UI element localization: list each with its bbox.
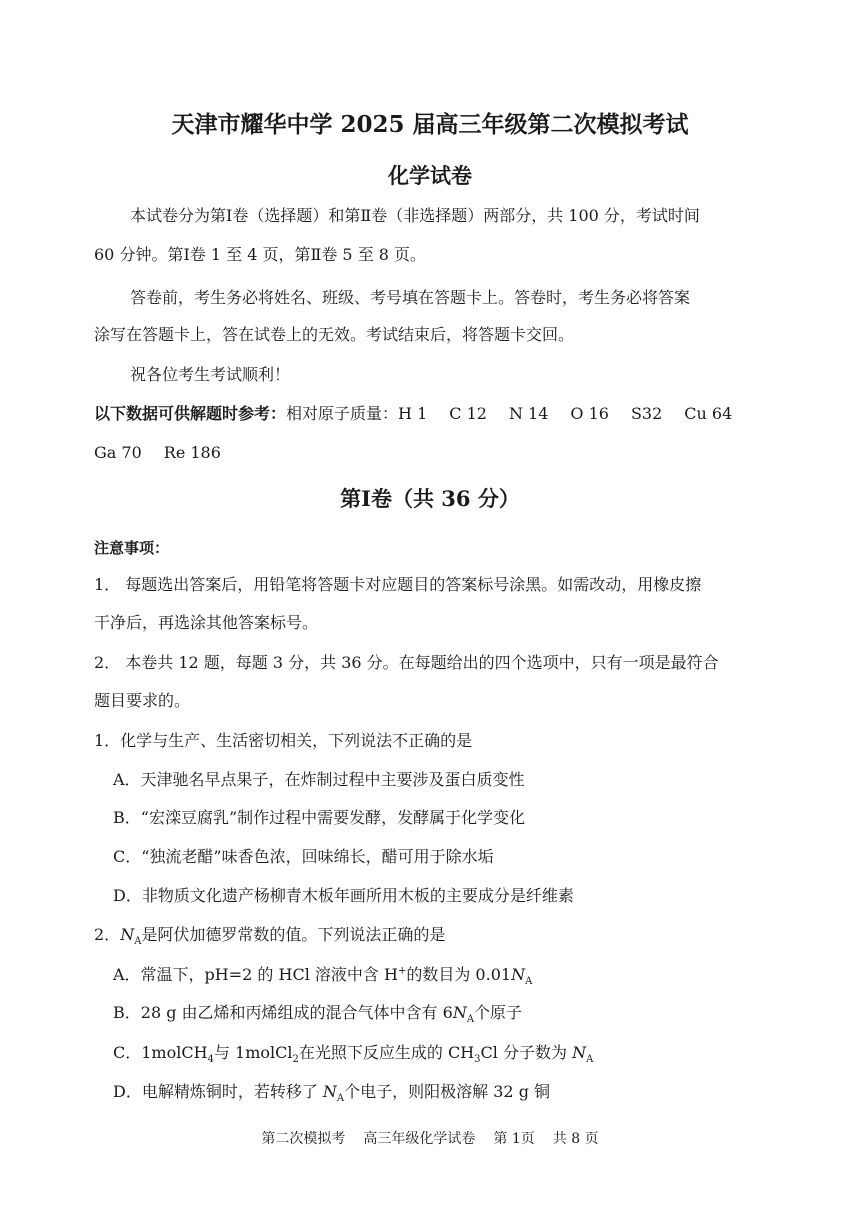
question-1-option-b: B．“宏滦豆腐乳”制作过程中需要发酵，发酵属于化学变化 [113, 808, 526, 827]
page-footer [0, 1128, 860, 1148]
element-mass: C 12 [449, 404, 487, 423]
footer-paper-name: 高三年级化学试卷 [363, 1131, 476, 1147]
element-mass: O 16 [570, 404, 609, 423]
good-luck-text: 祝各位考生考试顺利！ [130, 365, 291, 384]
intro-paragraph-2-line-1: 答卷前，考生务必将姓名、班级、考号填在答题卡上。答卷时，考生务必将答案 [130, 288, 691, 307]
exam-title: 天津市耀华中学 2025 届高三年级第二次模拟考试 [171, 111, 689, 138]
question-1-option-d: D．非物质文化遗产杨柳青木板年画所用木板的主要成分是纤维素 [113, 886, 574, 905]
question-2-option-c: C．1molCH$_4$与 1molCl$_2$在光照下反应生成的 $CH_3Cl$ 分子数为 $N_A$ [113, 1043, 594, 1066]
question-2-option-b: B．28 g 由乙烯和丙烯组成的混合气体中含有 $6N_A$个原子 [113, 1003, 523, 1026]
reference-text: 相对原子质量： [286, 404, 399, 423]
element-mass: S32 [630, 404, 663, 423]
element-mass: Re 186 [163, 443, 221, 462]
note-2-line-1: 2． 本卷共 12 题，每题 3 分，共 36 分。在每题给出的四个选项中，只有一项是最符合 [94, 653, 719, 672]
question-1-stem: 1．化学与生产、生活密切相关，下列说法不正确的是 [94, 731, 473, 750]
question-2-option-a: A．常温下，pH=2 的 HCl 溶液中含 H+的数目为 $0.01N_A$ [113, 965, 533, 988]
reference-data-line-2 [94, 443, 243, 463]
note-1-line-2: 干净后，再选涂其他答案标号。 [94, 613, 319, 632]
question-2-option-d: D．电解精炼铜时，若转移了 $N_A$个电子，则阳极溶解 32 g 铜 [113, 1082, 551, 1105]
element-mass: H 1 [398, 404, 428, 423]
intro-paragraph-2-line-2: 涂写在答题卡上，答在试卷上的无效。考试结束后，将答题卡交回。 [94, 325, 575, 344]
paper-title: 化学试卷 [388, 163, 472, 188]
note-1-line-1: 1． 每题选出答案后，用铅笔将答题卡对应题目的答案标号涂黑。如需改动，用橡皮擦 [94, 575, 702, 594]
question-1-option-a: A．天津驰名早点果子，在炸制过程中主要涉及蛋白质变性 [113, 770, 525, 789]
intro-paragraph-1-line-1: 本试卷分为第Ⅰ卷（选择题）和第Ⅱ卷（非选择题）两部分，共 100 分，考试时间 [130, 206, 700, 225]
footer-page-total: 共 8 页 [552, 1131, 599, 1147]
footer-page-number: 第 1页 [493, 1131, 535, 1147]
notes-label: 注意事项： [94, 539, 170, 557]
note-2-line-2: 题目要求的。 [94, 691, 191, 710]
question-1-option-c: C．“独流老醋”味香色浓，回味绵长，醋可用于除水垢 [113, 847, 494, 866]
element-mass: N 14 [508, 404, 549, 423]
reference-data-line [94, 404, 754, 424]
reference-label: 以下数据可供解题时参考： [94, 404, 287, 423]
footer-exam-name: 第二次模拟考 [261, 1131, 346, 1147]
element-mass: Ga 70 [94, 443, 142, 462]
intro-paragraph-1-line-2: 60 分钟。第Ⅰ卷 1 至 4 页，第Ⅱ卷 5 至 8 页。 [94, 245, 427, 264]
question-2-stem: 2．$N_A$是阿伏加德罗常数的值。下列说法正确的是 [94, 925, 446, 948]
section-1-title: 第Ⅰ卷（共 36 分） [340, 486, 520, 511]
element-mass: Cu 64 [684, 404, 733, 423]
